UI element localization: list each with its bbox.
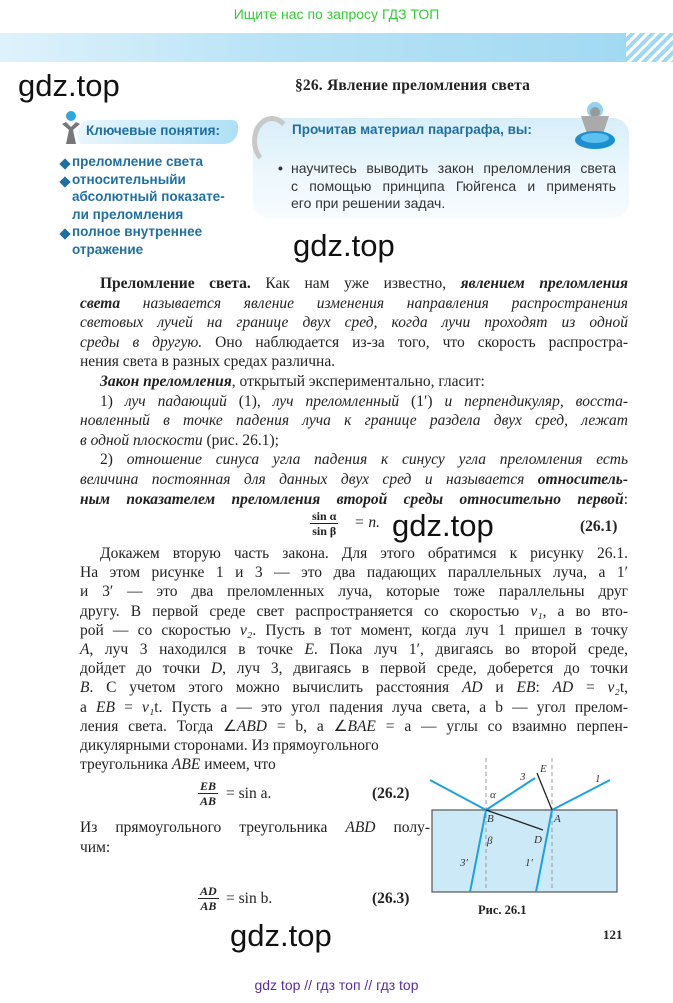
text-run: называется явление изменения направления распространения [120,294,628,312]
denominator: AB [200,794,217,808]
formula-26-1-fraction [310,509,338,538]
text-run: луч преломленный [272,392,412,410]
text-run: явлением преломления [460,275,628,292]
text-line [80,352,628,371]
text-run: (1′) [411,392,445,410]
banner-stripes [626,33,673,62]
text-line [80,490,628,509]
text-line [80,274,628,293]
text-run: Докажем вторую часть закона. Для этого обратимся к рисунку 26.1. [100,545,628,562]
text-run: v₂ [240,621,253,639]
text-run: A [80,641,90,658]
text-run: . С учетом этого можно вычислить расстояния [89,679,462,697]
key-concept-line: относительныйи [72,171,186,187]
text-line [80,582,628,601]
text-line [80,640,628,659]
page-number: 121 [603,927,623,942]
goal-line: научитесь выводить закон преломления света [291,160,616,176]
text-run: имеем, что [200,756,276,774]
text-run: и [482,679,517,697]
bullet-icon: • [278,160,283,176]
formula-26-2-label: (26.2) [372,785,410,802]
decorative-ring [252,116,292,166]
formula-26-1-rhs: = n. [354,514,380,531]
refraction-figure [425,758,625,898]
text-run: полу- [375,819,430,836]
text-run: . Пусть в тот момент, когда луч 1 пришел в точку [252,621,628,639]
key-concepts-heading: Ключевые понятия: [78,120,238,144]
formula-26-2-rhs: = sin a. [226,785,272,802]
text-run: ABD [236,717,267,735]
key-concept-item [60,223,240,258]
text-run: , луч 3 находился в точке [89,641,305,658]
text-line [80,602,628,621]
text-run: величина постоянная для данных двух сред и называется [80,471,538,488]
text-line [80,838,430,857]
text-run: новленный в точке падения луча к границе раздела двух сред, лежат [80,412,628,430]
text-run: EB [516,679,536,697]
reader-globe-icon [565,100,617,152]
label-1: 1 [595,773,601,785]
text-run: дикулярными сторонами. Из прямоугольного [80,737,379,754]
label-e: E [540,763,547,775]
text-run: дойдет до точки [80,660,211,678]
text-run: нения света в разных средах различна. [80,353,336,371]
footer-links: gdz top // гдз топ // гдз top [254,977,419,993]
text-run: v₁ [141,698,155,716]
formula-26-3-fraction [198,884,219,913]
key-concepts-list [60,153,240,258]
learning-goals-heading: Прочитав материал параграфа, вы: [292,122,532,137]
text-run: света [80,294,121,312]
section-title [0,77,673,95]
text-line [80,431,628,450]
text-line [80,294,628,313]
numerator: EB [200,779,217,793]
text-run: чим: [80,838,111,856]
text-run: = [573,679,608,697]
text-run: : [535,679,553,697]
segment-ae [537,773,552,810]
key-concept-line: преломление света [72,154,204,169]
text-run: в одной плоскости [80,431,207,449]
denominator: AB [200,899,217,913]
second-medium [432,810,617,892]
text-run: ления света. Тогда ∠ [80,717,237,735]
key-concept-line: ли преломления [72,206,184,222]
numerator: sin α [312,509,337,523]
text-run: луч падающий [124,392,239,410]
text-line [80,818,430,837]
text-run: (1), [238,392,273,410]
text-run: световых лучей на границе двух сред, когда лучи проходят из одной [80,314,628,332]
text-run: и перпендикуляр, восста- [444,392,628,410]
watermark: gdz.top [293,228,395,263]
text-run: D [210,660,223,678]
text-line [80,544,628,563]
text-run: AD [461,679,483,697]
text-line [80,717,628,736]
goal-line: его при решении задач. [291,195,446,211]
formula-26-3-label: (26.3) [372,890,410,907]
goal-line: с помощью принципа Гюйгенса и применять [291,177,616,194]
text-run: . Пока луч 1′, двигаясь во второй среде, [313,641,629,658]
formula-26-3-rhs: = sin b. [226,890,273,907]
text-run: Как нам уже известно, [250,275,461,292]
text-run: другу. В первой среде свет распространяется со скоростью [80,602,531,620]
text-run: = b, а ∠ [267,717,348,735]
label-3: 3 [520,771,526,783]
text-run: ABD [345,819,376,836]
text-run: t, [619,679,629,697]
text-run: v₁ [530,602,543,620]
text-run: E [304,641,314,658]
text-run: t. Пусть a — это угол падения луча света, а b — угол прелом- [154,698,628,716]
text-run: и 3′ — это два преломленных луча, которые тоже параллельны друг [80,583,628,601]
text-run: 1) [100,392,125,410]
text-run: среды в другую. [80,333,203,351]
text-run: На этом рисунке 1 и 3 — это два падающих параллельных луча, а 1′ [80,564,628,582]
figure-caption: Рис. 26.1 [478,903,527,917]
text-run: , а во вто- [542,602,628,620]
text-line [80,333,628,352]
key-concept-line: полное внутреннее [72,224,203,239]
text-line [80,736,430,755]
text-run: относитель- [537,471,628,488]
text-run: AD [552,679,574,697]
text-line [80,755,430,774]
text-run: v₂ [607,679,620,697]
watermark: gdz.top [18,68,120,103]
text-run: : [623,490,628,508]
text-run: Из прямоугольного треугольника [80,819,346,836]
text-line [80,372,628,391]
formula-26-2-fraction [198,779,218,808]
label-3p: 3′ [460,857,468,869]
text-run: ABE [171,756,201,774]
key-concept-item [60,171,240,224]
text-line [80,678,628,697]
ray-1 [552,780,610,810]
learning-goals-text [278,160,616,213]
reflected-ray [430,780,486,810]
text-run: (рис. 26.1); [206,431,279,449]
text-run: Преломление света. [100,275,251,292]
denominator: sin β [312,524,337,538]
label-a: A [554,813,561,825]
text-line [80,698,628,717]
text-run: Оно наблюдается из-за того, что скорость распростра- [202,333,628,351]
label-alpha: α [490,789,496,801]
diamond-bullet-icon [59,228,70,239]
text-run: B [80,679,90,697]
text-line [80,563,628,582]
text-run: 2) [100,451,127,469]
header-banner [0,33,673,62]
label-1p: 1′ [525,857,533,869]
text-run: треугольника [80,756,172,774]
text-run: , открытый экспериментально, гласит: [231,373,485,390]
text-run: отношение синуса угла падения к синусу угла преломления есть [126,451,628,469]
section-title-text: §26. Явление преломления света [294,77,531,94]
text-run: BAE [347,717,376,735]
text-line [80,392,628,411]
formula-26-1-label: (26.1) [580,518,618,535]
text-run: EB [96,698,115,716]
text-line [80,313,628,332]
text-line [80,470,628,489]
search-hint: Ищите нас по запросу ГДЗ ТОП [233,6,440,22]
text-run: = [114,698,142,716]
label-d: D [534,834,542,846]
text-run: = a — углы со взаимно перпен- [375,717,629,735]
text-line [80,659,628,678]
key-concept-line: абсолютный показате- [72,189,225,204]
text-run: рой — со скоростью [80,621,241,639]
key-concept-line: отражение [72,241,144,257]
key-concept-item [60,153,240,171]
text-run: ным показателем преломления второй среды относительно первой [80,490,624,508]
numerator: AD [200,884,217,898]
text-run: Закон преломления [100,373,232,390]
label-beta: β [487,835,493,847]
text-run: , луч 3, двигаясь в первой среде, доберется до точки [222,660,628,678]
text-run: а [80,698,97,716]
diamond-bullet-icon [59,176,70,187]
label-b: B [487,813,494,825]
watermark: gdz.top [230,918,332,953]
text-line [80,411,628,430]
watermark: gdz.top [392,508,494,543]
text-line [80,621,628,640]
diamond-bullet-icon [59,158,70,169]
text-line [80,450,628,469]
